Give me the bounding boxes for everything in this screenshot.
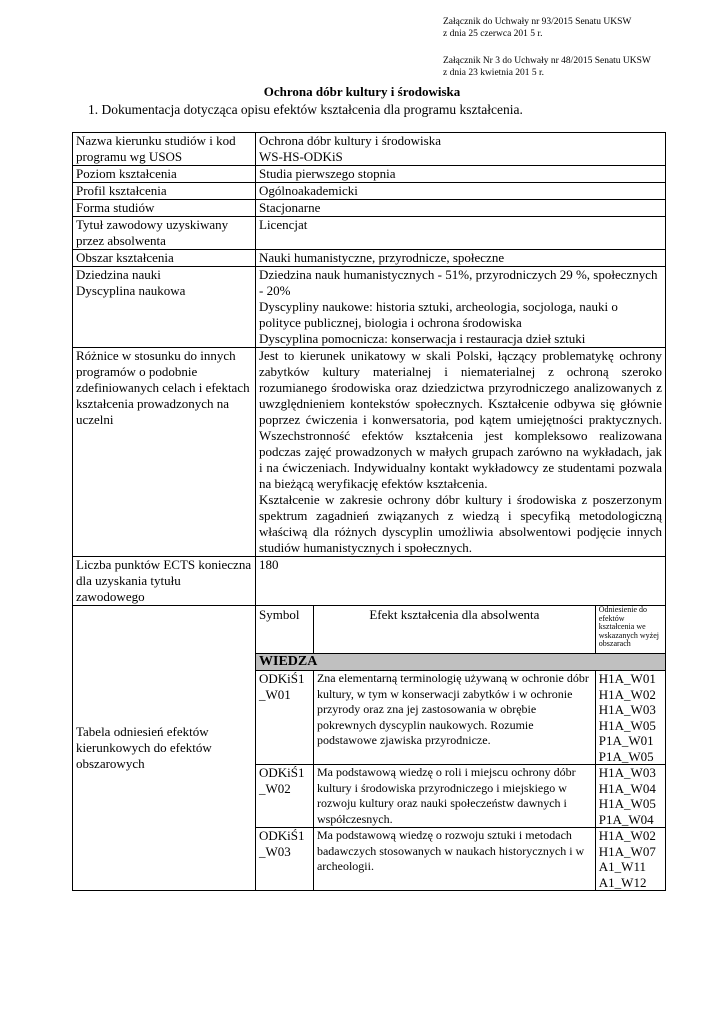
row-tytul	[73, 217, 666, 250]
effects-table	[256, 606, 665, 890]
label-poziom: Poziom kształcenia	[73, 166, 256, 183]
document-subtitle: 1. Dokumentacja dotycząca opisu efektów kształcenia dla programu kształcenia.	[88, 102, 523, 117]
label-dziedzina	[73, 267, 256, 348]
row-profil	[73, 183, 666, 200]
effect-row	[256, 765, 665, 828]
label-obszar: Obszar kształcenia	[73, 250, 256, 267]
label-tytul: Tytuł zawodowy uzyskiwany przez absolwenta	[73, 217, 256, 250]
effect-code: A1_W12	[598, 874, 647, 890]
label-roznice: Różnice w stosunku do innych programów o podobnie zdefiniowanych celach i efektach kształcenia prowadzonych na uczelni	[73, 348, 256, 557]
dyscyplina-pomocnicza-text: Dyscyplina pomocnicza: konserwacja i restauracja dzieł sztuki	[259, 331, 586, 346]
effect-code: H1A_W05	[598, 796, 656, 811]
label-tabela: Tabela odniesień efektów kierunkowych do efektów obszarowych	[73, 606, 256, 891]
value-poziom: Studia pierwszego stopnia	[256, 166, 666, 183]
effect-row	[256, 671, 665, 765]
resolution-header-2	[443, 55, 651, 79]
effect-codes	[595, 765, 665, 828]
effect-code: A1_W11	[598, 859, 646, 874]
row-forma	[73, 200, 666, 217]
section-wiedza: WIEDZA	[256, 654, 665, 671]
row-tabela	[73, 606, 666, 891]
effect-code: H1A_W05	[598, 717, 656, 733]
effects-cell	[256, 606, 666, 891]
program-name: Ochrona dóbr kultury i środowiska	[259, 133, 441, 148]
label-forma: Forma studiów	[73, 200, 256, 217]
col-effect-header: Efekt kształcenia dla absolwenta	[313, 606, 595, 654]
roznice-paragraph-2: Kształcenie w zakresie ochrony dóbr kultury i środowiska z poszerzonym spektrum zagadnień związanych z wiedzą i specyfiką metodologiczną właściwą dla różnych dyscyplin umożliwia absolwentowi podjęcie innych studiów humanistycznych i społecznych.	[259, 492, 662, 555]
effect-text: Ma podstawową wiedzę o roli i miejscu ochrony dóbr kultury i środowiska przyrodniczego i miejskiego w rozwoju kultury oraz nauki społeczeństw dawnych i współczesnych.	[313, 765, 595, 828]
header-line: Załącznik do Uchwały nr 93/2015 Senatu UKSW	[443, 17, 632, 27]
effect-text: Ma podstawową wiedzę o rozwoju sztuki i metodach badawczych stosowanych w naukach historycznych i w archeologii.	[313, 828, 595, 891]
effect-code: P1A_W04	[598, 811, 654, 827]
effect-code: H1A_W01	[598, 671, 656, 686]
row-ects	[73, 557, 666, 606]
effect-text: Zna elementarną terminologię używaną w ochronie dóbr kultury, w tym w konserwacji zabytków i w ochronie przyrody oraz zna jej zastosowania w obrębie pokrewnych dyscyplin naukowych. Rozumie podstawowe zjawiska przyrodnicze.	[313, 671, 595, 765]
value-forma: Stacjonarne	[256, 200, 666, 217]
effect-symbol: ODKiŚ1 _W02	[256, 765, 313, 828]
section-row	[256, 654, 665, 671]
program-code: WS-HS-ODKiS	[259, 149, 343, 164]
label-dziedzina-nauki: Dziedzina nauki	[76, 267, 161, 282]
value-dziedzina	[256, 267, 666, 348]
row-nazwa	[73, 133, 666, 166]
program-table	[72, 132, 666, 891]
col-ref-header: Odniesienie do efektów kształcenia we wskazanych wyżej obszarach	[595, 606, 665, 654]
effect-row	[256, 828, 665, 891]
value-tytul: Licencjat	[256, 217, 666, 250]
effects-header-row	[256, 606, 665, 654]
effect-symbol: ODKiŚ1 _W03	[256, 828, 313, 891]
effect-code: P1A_W05	[598, 748, 654, 764]
effect-code: H1A_W03	[598, 702, 656, 717]
value-ects: 180	[256, 557, 666, 606]
dziedzina-text: Dziedzina nauk humanistycznych - 51%, przyrodniczych 29 %, społecznych - 20%	[259, 267, 658, 298]
label-dyscyplina: Dyscyplina naukowa	[76, 283, 186, 298]
dyscypliny-text: Dyscypliny naukowe: historia sztuki, archeologia, socjologa, nauki o polityce publicznej, biologia i ochrona środowiska	[259, 299, 618, 330]
value-nazwa	[256, 133, 666, 166]
header-line: z dnia 25 czerwca 201 5 r.	[443, 29, 543, 39]
effect-symbol: ODKiŚ1 _W01	[256, 671, 313, 765]
row-roznice	[73, 348, 666, 557]
row-dziedzina	[73, 267, 666, 348]
value-obszar: Nauki humanistyczne, przyrodnicze, społeczne	[256, 250, 666, 267]
effect-code: H1A_W04	[598, 780, 656, 796]
effect-code: P1A_W01	[598, 733, 654, 748]
label-profil: Profil kształcenia	[73, 183, 256, 200]
value-roznice	[256, 348, 666, 557]
effect-code: H1A_W07	[598, 843, 656, 859]
col-symbol-header: Symbol	[256, 606, 313, 654]
effect-code: H1A_W03	[598, 765, 656, 780]
effect-code: H1A_W02	[598, 686, 656, 702]
document-title: Ochrona dóbr kultury i środowiska	[263, 84, 461, 99]
roznice-paragraph-1: Jest to kierunek unikatowy w skali Polski, łączący problematykę ochrony zabytków kultury materialnej i niematerialnej z ochroną szeroko rozumianego środowiska oraz dziedzictwa przyrodniczego analizowanych z uwzględnieniem kontekstów społecznych. Kształcenie odbywa się głównie poprzez ćwiczenia i konwersatoria, pod kątem umiejętności praktycznych. Wszechstronność efektów kształcenia jest kompleksowo realizowana podczas zajęć prowadzonych w małych grupach zarówno na wykładach, jak i na ćwiczeniach. Indywidualny kontakt wykładowcy ze studentami pozwala na bieżącą weryfikację efektów kształcenia.	[259, 348, 662, 491]
row-poziom	[73, 166, 666, 183]
resolution-header-1	[443, 16, 631, 40]
effect-codes	[595, 828, 665, 891]
header-line: z dnia 23 kwietnia 201 5 r.	[443, 68, 545, 78]
effect-code: H1A_W02	[598, 828, 656, 843]
label-ects: Liczba punktów ECTS konieczna dla uzyskania tytułu zawodowego	[73, 557, 256, 606]
label-nazwa: Nazwa kierunku studiów i kod programu wg USOS	[73, 133, 256, 166]
header-line: Załącznik Nr 3 do Uchwały nr 48/2015 Senatu UKSW	[443, 56, 651, 66]
value-profil: Ogólnoakademicki	[256, 183, 666, 200]
effect-codes	[595, 671, 665, 765]
row-obszar	[73, 250, 666, 267]
